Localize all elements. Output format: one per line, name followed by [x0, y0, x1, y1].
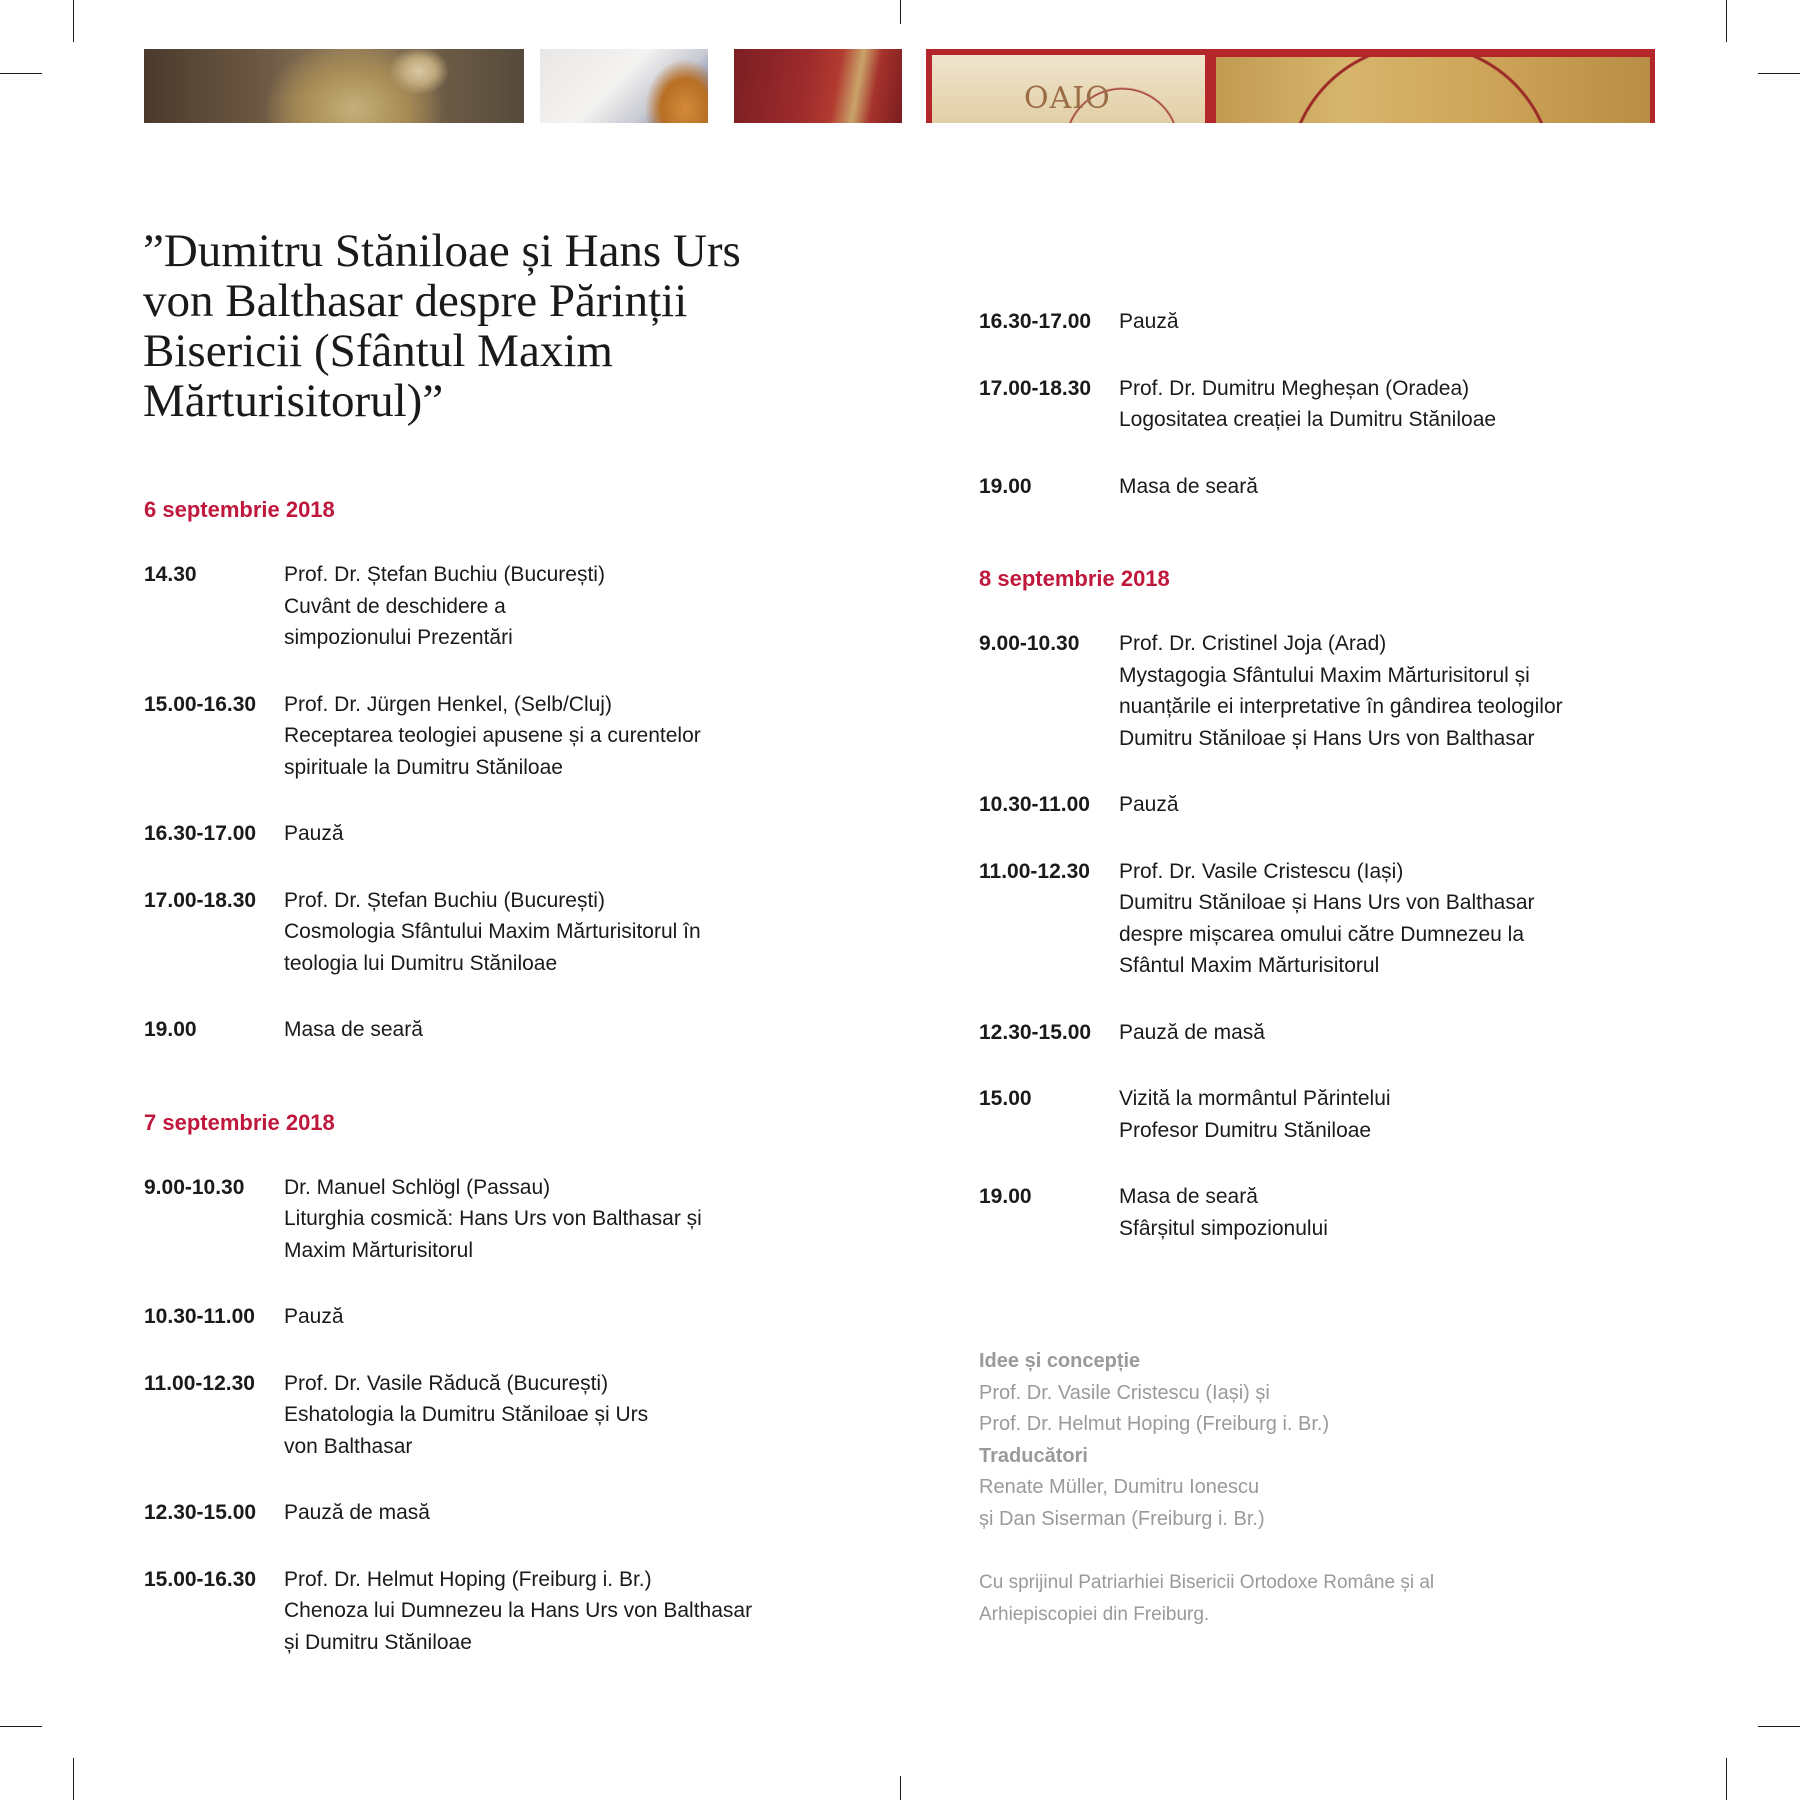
- entry-line: simpozionului Prezentări: [284, 626, 513, 649]
- credit-line: Prof. Dr. Vasile Cristescu (Iași) și: [979, 1381, 1270, 1404]
- entry-line: Dumitru Stăniloae și Hans Urs von Balthasar: [1119, 726, 1535, 750]
- entry-line: Prof. Dr. Vasile Răducă (București): [284, 1371, 609, 1395]
- icon-image-3: [734, 49, 902, 123]
- schedule-entry: [144, 1014, 904, 1046]
- title-line: ”Dumitru Stăniloae și Hans Urs: [143, 225, 741, 277]
- entry-time: 12.30-15.00: [979, 1020, 1092, 1044]
- schedule-entry: [979, 471, 1739, 503]
- program-column-right: [979, 306, 1739, 1244]
- schedule-entry: [979, 1083, 1739, 1146]
- entry-time: 19.00: [144, 1018, 197, 1041]
- crop-mark: [0, 1726, 42, 1727]
- entry-line: Profesor Dumitru Stăniloae: [1119, 1118, 1372, 1142]
- entry-time: 17.00-18.30: [979, 376, 1092, 400]
- entry-line: Dumitru Stăniloae și Hans Urs von Balthasar: [1119, 891, 1535, 914]
- entry-time: 11.00-12.30: [979, 859, 1090, 883]
- credit-line: Renate Müller, Dumitru Ionescu: [979, 1476, 1260, 1498]
- schedule-entry: [144, 1564, 904, 1659]
- entry-line: Cuvânt de deschidere a: [284, 594, 506, 618]
- entry-line: Prof. Dr. Ștefan Buchiu (București): [284, 563, 605, 586]
- crop-mark: [73, 0, 74, 42]
- credits-block: [979, 1346, 1739, 1631]
- schedule-entry: [144, 1497, 904, 1529]
- entry-line: Cosmologia Sfântului Maxim Mărturisitorul în: [284, 920, 701, 943]
- entry-time: 17.00-18.30: [144, 888, 257, 912]
- entry-line: Pauză de masă: [1119, 1020, 1265, 1044]
- crop-mark: [1758, 73, 1800, 74]
- schedule-entry: [979, 856, 1739, 982]
- entry-time: 19.00: [979, 474, 1032, 498]
- entry-line: Dr. Manuel Schlögl (Passau): [284, 1175, 551, 1199]
- crop-mark: [900, 1776, 901, 1800]
- schedule-entry: [979, 628, 1739, 754]
- schedule-entry: [144, 818, 904, 850]
- entry-line: Masa de seară: [1119, 474, 1258, 498]
- title-line: von Balthasar despre Părinții: [143, 275, 688, 327]
- entry-line: Sfântul Maxim Mărturisitorul: [1119, 954, 1380, 977]
- title-line: Bisericii (Sfântul Maxim: [143, 325, 613, 377]
- entry-line: Maxim Mărturisitorul: [284, 1238, 474, 1262]
- entry-line: Eshatologia la Dumitru Stăniloae și Urs: [284, 1403, 649, 1426]
- concept-label: Idee și concepție: [979, 1350, 1141, 1372]
- crop-mark: [0, 73, 42, 74]
- crop-mark: [73, 1758, 74, 1800]
- entry-line: Sfârșitul simpozionului: [1119, 1216, 1328, 1240]
- schedule-entry: [979, 789, 1739, 821]
- entry-time: 10.30-11.00: [144, 1305, 255, 1328]
- day-heading: 6 septembrie 2018: [144, 497, 335, 522]
- support-line: Arhiepiscopiei din Freiburg.: [979, 1604, 1210, 1625]
- icon-lettering: OAIO: [1024, 81, 1111, 116]
- document-title: [143, 226, 823, 426]
- entry-time: 10.30-11.00: [979, 793, 1090, 816]
- entry-line: Prof. Dr. Ștefan Buchiu (București): [284, 888, 605, 912]
- entry-line: Pauză: [1119, 793, 1179, 816]
- day-heading: 8 septembrie 2018: [979, 566, 1170, 591]
- entry-line: Vizită la mormântul Părintelui: [1119, 1087, 1391, 1110]
- entry-time: 14.30: [144, 563, 197, 586]
- entry-time: 16.30-17.00: [144, 822, 257, 845]
- icon-image-4: [926, 49, 1655, 123]
- entry-time: 9.00-10.30: [979, 632, 1080, 655]
- schedule-entry: [979, 1017, 1739, 1049]
- entry-line: Mystagogia Sfântului Maxim Mărturisitorul și: [1119, 663, 1530, 687]
- entry-line: Prof. Dr. Vasile Cristescu (Iași): [1119, 859, 1404, 883]
- entry-time: 15.00-16.30: [144, 692, 257, 716]
- entry-line: despre mișcarea omului către Dumnezeu la: [1119, 922, 1525, 946]
- entry-line: teologia lui Dumitru Stăniloae: [284, 951, 558, 975]
- support-note: [979, 1567, 1739, 1631]
- title-line: Mărturisitorul)”: [143, 375, 444, 427]
- entry-line: Receptarea teologiei apusene și a curentelor: [284, 724, 701, 747]
- icon-image-2: [540, 49, 708, 123]
- schedule-entry: [144, 885, 904, 980]
- day-heading: 7 septembrie 2018: [144, 1109, 335, 1135]
- entry-line: Masa de seară: [1119, 1185, 1258, 1208]
- entry-line: nuanțările ei interpretative în gândirea teologilor: [1119, 695, 1563, 718]
- credit-line: Prof. Dr. Helmut Hoping (Freiburg i. Br.): [979, 1413, 1330, 1435]
- entry-line: Prof. Dr. Cristinel Joja (Arad): [1119, 632, 1387, 655]
- entry-line: Chenoza lui Dumnezeu la Hans Urs von Balthasar: [284, 1599, 753, 1622]
- support-line: Cu sprijinul Patriarhiei Bisericii Ortodoxe Române și al: [979, 1572, 1435, 1593]
- schedule-entry: [144, 1301, 904, 1333]
- credit-line: și Dan Siserman (Freiburg i. Br.): [979, 1507, 1265, 1530]
- entry-time: 16.30-17.00: [979, 310, 1092, 333]
- program-column-left: [144, 496, 904, 1658]
- crop-mark: [1726, 1758, 1727, 1800]
- entry-line: Liturghia cosmică: Hans Urs von Balthasar și: [284, 1207, 702, 1230]
- schedule-entry: [144, 559, 904, 654]
- entry-line: Logositatea creației la Dumitru Stăniloae: [1119, 408, 1497, 431]
- entry-line: spirituale la Dumitru Stăniloae: [284, 755, 563, 779]
- entry-time: 15.00: [979, 1087, 1032, 1110]
- entry-time: 9.00-10.30: [144, 1175, 245, 1199]
- entry-line: și Dumitru Stăniloae: [284, 1630, 472, 1654]
- entry-line: Prof. Dr. Helmut Hoping (Freiburg i. Br.): [284, 1567, 652, 1591]
- schedule-entry: [144, 1368, 904, 1463]
- schedule-entry: [144, 1172, 904, 1267]
- crop-mark: [900, 0, 901, 24]
- entry-time: 15.00-16.30: [144, 1567, 257, 1591]
- entry-line: Pauză: [1119, 310, 1179, 333]
- icon-image-1: [144, 49, 524, 123]
- entry-line: Prof. Dr. Jürgen Henkel, (Selb/Cluj): [284, 692, 612, 716]
- crop-mark: [1726, 0, 1727, 42]
- schedule-entry: [979, 306, 1739, 338]
- entry-line: Pauză: [284, 1305, 344, 1328]
- schedule-entry: [144, 689, 904, 784]
- entry-line: von Balthasar: [284, 1434, 413, 1458]
- entry-line: Masa de seară: [284, 1018, 423, 1041]
- schedule-entry: [979, 373, 1739, 436]
- entry-time: 19.00: [979, 1185, 1032, 1208]
- entry-line: Prof. Dr. Dumitru Megheșan (Oradea): [1119, 376, 1470, 400]
- translators-label: Traducători: [979, 1444, 1088, 1467]
- entry-time: 12.30-15.00: [144, 1501, 257, 1524]
- entry-time: 11.00-12.30: [144, 1371, 255, 1395]
- schedule-entry: [979, 1181, 1739, 1244]
- entry-line: Pauză: [284, 822, 344, 845]
- crop-mark: [1758, 1726, 1800, 1727]
- entry-line: Pauză de masă: [284, 1501, 430, 1524]
